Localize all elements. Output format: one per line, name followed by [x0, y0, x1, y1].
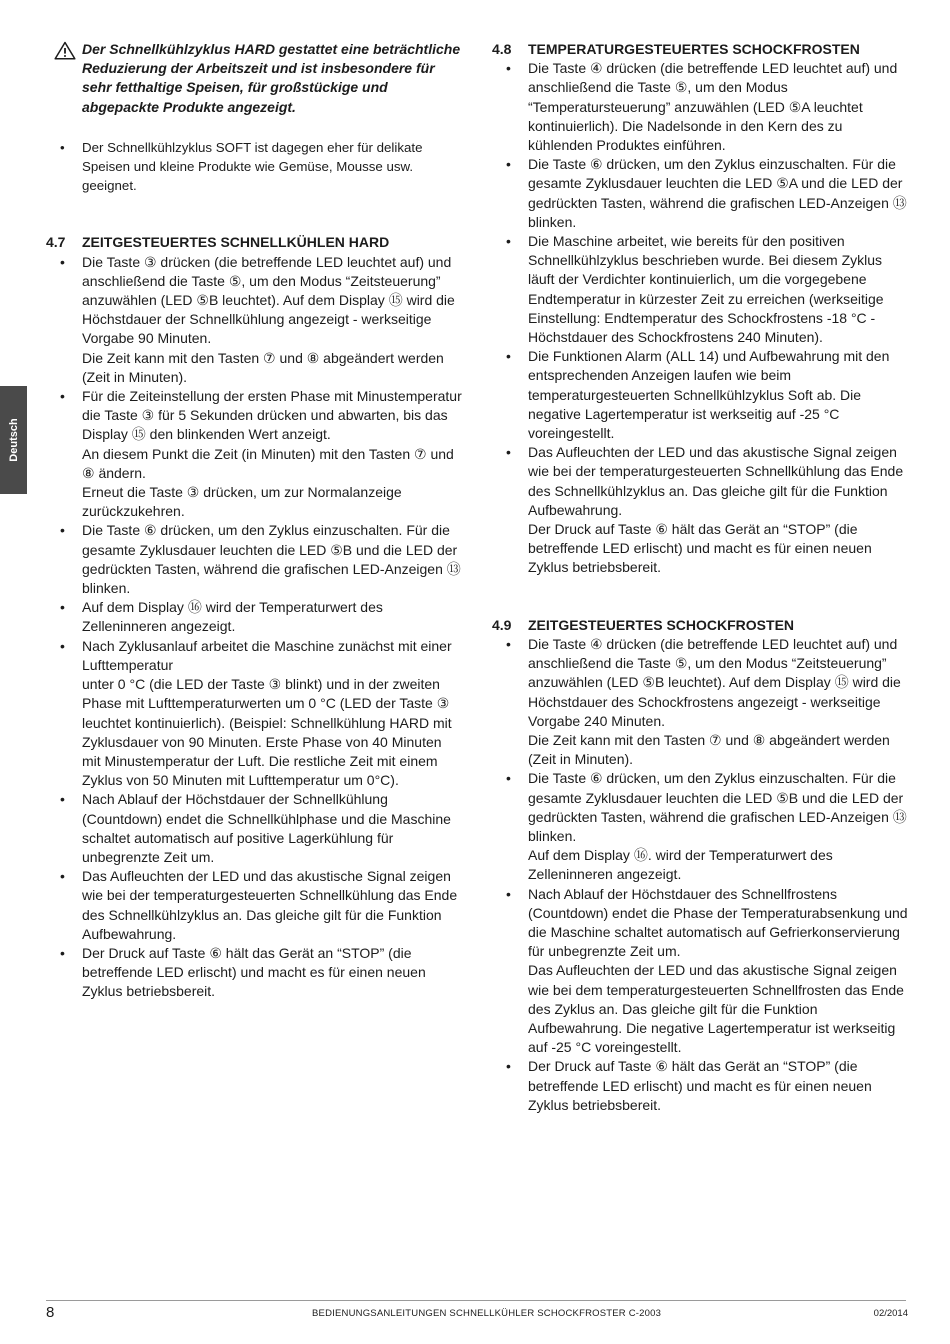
bullet: • — [506, 444, 511, 461]
list-item — [492, 769, 908, 884]
list-item-text: Erneut die Taste ③ drücken, um zur Normalanzeige zurückzukehren. — [82, 484, 402, 520]
language-tab — [0, 386, 27, 494]
list-item-text: Die Taste ⑥ drücken, um den Zyklus einzuschalten. Für die gesamte Zyklusdauer leuchten die LED ⑤B und die LED der gedrückten Tasten, während die grafischen LED-Anzeigen ⑬ blinken. — [528, 770, 907, 844]
list-item-text: An diesem Punkt die Zeit (in Minuten) mit den Tasten ⑦ und ⑧ ändern. — [82, 445, 454, 481]
list-item-text: Für die Zeiteinstellung der ersten Phase mit Minustemperatur die Taste ③ für 5 Sekunden drücken und abwarten, bis das Display ⑮ den blinkenden Wert anzeigt. — [82, 388, 462, 443]
list-item — [46, 637, 462, 791]
list-item — [492, 155, 908, 232]
footer-divider — [46, 1300, 906, 1301]
page-number: 8 — [46, 1304, 55, 1321]
bullet: • — [60, 522, 65, 539]
section-title: ZEITGESTEUERTES SCHOCKFROSTEN — [528, 616, 795, 633]
right-column — [492, 40, 908, 1115]
list-item — [46, 867, 462, 944]
list-item-text: Der Druck auf Taste ⑥ hält das Gerät an “STOP” (die betreffende LED erlischt) und macht es für einen neuen Zyklus betriebsbereit. — [528, 1058, 872, 1113]
section-heading-4-9 — [492, 616, 908, 635]
bullet: • — [60, 791, 65, 808]
section-title: TEMPERATURGESTEUERTES SCHOCKFROSTEN — [528, 41, 860, 57]
bullet: • — [60, 599, 65, 616]
bullet: • — [60, 139, 65, 155]
list-item — [492, 635, 908, 769]
list-item-text: Die Taste ⑥ drücken, um den Zyklus einzuschalten. Für die gesamte Zyklusdauer leuchten die LED ⑤B und die LED der gedrückten Tasten, während die grafischen LED-Anzeigen ⑬ blinken. — [82, 522, 461, 597]
section-list-4-9 — [492, 635, 908, 1115]
list-item-text: Die Taste ④ drücken (die betreffende LED leuchtet auf) und anschließend die Taste ⑤, um den Modus “Zeitsteuerung” anzuwählen (LED ⑤B leuchtet). Auf dem Display ⑮ wird die Höchstdauer des Schockfrostens angezeigt - werkseitige Vorgabe 240 Minuten. — [528, 635, 901, 729]
warning-icon — [54, 41, 76, 60]
list-item — [492, 232, 908, 347]
list-item-text: Auf dem Display ⑯ wird der Temperaturwert des Zelleninneren angezeigt. — [82, 599, 383, 635]
bullet: • — [60, 388, 65, 405]
list-item — [492, 885, 908, 1058]
list-item-text: Die Taste ⑥ drücken, um den Zyklus einzuschalten. Für die gesamte Zyklusdauer leuchten die LED ⑤A und die LED der gedrückten Tasten, während die grafischen LED-Anzeigen ⑬ blinken. — [528, 156, 907, 230]
list-item-text: Nach Ablauf der Höchstdauer des Schnellfrostens (Countdown) endet die Phase der Temperaturabsenkung und die Maschine schaltet automatisch auf Gefrierkonservierung für unbegrenzte Zeit um. — [528, 885, 908, 960]
warning-text: Der Schnellkühlzyklus HARD gestattet eine beträchtliche Reduzierung der Arbeitszeit und ist insbesondere für sehr fetthaltige Speisen, für großstückige und abgepackte Produkte angezeigt. — [82, 41, 461, 115]
list-item — [492, 443, 908, 577]
list-item — [46, 253, 462, 387]
language-tab-label: Deutsch — [7, 418, 20, 462]
list-item-text: Die Taste ③ drücken (die betreffende LED leuchtet auf) und anschließend die Taste ⑤, um den Modus “Zeitsteuerung” anzuwählen (LED ⑤B leuchtet). Auf dem Display ⑮ wird die Höchstdauer der Schnellkühlung angezeigt - werkseitige Vorgabe 90 Minuten. — [82, 253, 455, 347]
left-column — [46, 40, 462, 1002]
document-title: BEDIENUNGSANLEITUNGEN SCHNELLKÜHLER SCHOCKFROSTER C-2003 — [312, 1308, 662, 1319]
list-item — [492, 347, 908, 443]
bullet: • — [60, 637, 65, 654]
list-item-text: Die Funktionen Alarm (ALL 14) und Aufbewahrung mit den entsprechenden Anzeigen laufen wie beim temperaturgesteuerten Schnellkühlzyklus Soft ab. Die negative Lagertemperatur ist werkseitig auf -25 °C voreingestellt. — [528, 348, 890, 442]
list-item-text: Die Taste ④ drücken (die betreffende LED leuchtet auf) und anschließend die Taste ⑤, um den Modus “Temperatursteuerung” anzuwählen (LED ⑤A leuchtet kontinuierlich). Die Nadelsonde in den Kern des zu kühlenden Produktes einführen. — [528, 60, 898, 154]
bullet: • — [60, 944, 65, 961]
list-item — [46, 790, 462, 867]
warning-note — [46, 40, 462, 117]
list-item-text: Auf dem Display ⑯. wird der Temperaturwert des Zelleninneren angezeigt. — [528, 847, 833, 883]
list-item — [46, 387, 462, 521]
section-list-4-8 — [492, 59, 908, 577]
section-heading-4-7 — [46, 233, 462, 252]
list-item-text: Der Druck auf Taste ⑥ hält das Gerät an “STOP” (die betreffende LED erlischt) und macht es für einen neuen Zyklus betriebsbereit. — [528, 521, 872, 576]
list-item-text: Der Druck auf Taste ⑥ hält das Gerät an “STOP” (die betreffende LED erlischt) und macht es für einen neuen Zyklus betriebsbereit. — [82, 944, 426, 1000]
document-date: 02/2014 — [873, 1308, 908, 1319]
section-number: 4.8 — [492, 41, 512, 57]
list-item-text: Die Zeit kann mit den Tasten ⑦ und ⑧ abgeändert werden (Zeit in Minuten). — [528, 731, 890, 768]
bullet: • — [506, 770, 511, 787]
list-item-text: Nach Ablauf der Höchstdauer der Schnellkühlung (Countdown) endet die Schnellkühlphase und die Maschine schaltet automatisch auf positive Lagerkühlung für unbegrenzte Zeit um. — [82, 791, 451, 865]
section-list-4-7 — [46, 253, 462, 1002]
list-item — [492, 59, 908, 155]
list-item — [46, 944, 462, 1002]
list-item-text: Das Aufleuchten der LED und das akustische Signal zeigen wie bei dem temperaturgesteuerten Schnellfrosten das Ende des Zyklus an. Das gleiche gilt für die Funktion Aufbewahrung. Die negative Lagertemperatur ist werkseitig auf -25 °C voreingestellt. — [528, 962, 904, 1056]
soft-note-text: Der Schnellkühlzyklus SOFT ist dagegen eher für delikate Speisen und kleine Produkte wie Gemüse, Mousse usw. geeignet. — [82, 139, 423, 194]
section-number: 4.7 — [46, 234, 66, 251]
list-item-text: Das Aufleuchten der LED und das akustische Signal zeigen wie bei der temperaturgesteuerten Schnellkühlung das Ende des Schnellkühlzyklus an. Das gleiche gilt für die Funktion Aufbewahrung. — [528, 444, 904, 518]
list-item — [46, 521, 462, 598]
section-heading-4-8 — [492, 40, 908, 59]
list-item-text: unter 0 °C (die LED der Taste ③ blinkt) und in der zweiten Phase mit Lufttemperaturwerten um 0 °C (LED der Taste ③ leuchtet kontinuierlich). (Beispiel: Schnellkühlung HARD mit Zyklusdauer von 90 Minuten. Erste Phase von 40 Minuten mit Minustemperatur der Luft. Die restliche Zeit mit einem Zyklus von 50 Minuten mit Lufttemperatur um 0°C). — [82, 676, 452, 789]
bullet: • — [506, 60, 511, 77]
bullet: • — [506, 233, 511, 250]
list-item-text: Nach Zyklusanlauf arbeitet die Maschine zunächst mit einer Lufttemperatur — [82, 637, 452, 673]
list-item-text: Die Zeit kann mit den Tasten ⑦ und ⑧ abgeändert werden (Zeit in Minuten). — [82, 349, 444, 385]
bullet: • — [506, 156, 511, 173]
section-title: ZEITGESTEUERTES SCHNELLKÜHLEN HARD — [82, 234, 390, 251]
bullet: • — [506, 1058, 511, 1075]
list-item — [492, 1057, 908, 1115]
list-item-text: Die Maschine arbeitet, wie bereits für den positiven Schnellkühlzyklus beschrieben wurde. Bei diesem Zyklus läuft der Verdichter kontinuierlich, um die vorgegebene Endtemperatur in kürzester Zeit zu erreichen (werkseitige Einstellung: Endtemperatur des Schockfrostens -18 °C - Höchstdauer des Schockfrostens 240 Minuten). — [528, 233, 884, 346]
section-number: 4.9 — [492, 616, 512, 633]
bullet: • — [60, 253, 65, 270]
soft-note — [46, 138, 462, 196]
bullet: • — [60, 868, 65, 885]
bullet: • — [506, 885, 511, 902]
bullet: • — [506, 348, 511, 365]
bullet: • — [506, 635, 511, 652]
list-item — [46, 598, 462, 636]
list-item-text: Das Aufleuchten der LED und das akustische Signal zeigen wie bei der temperaturgesteuerten Schnellkühlung das Ende des Schnellkühlzyklus an. Das gleiche gilt für die Funktion Aufbewahrung. — [82, 868, 458, 942]
